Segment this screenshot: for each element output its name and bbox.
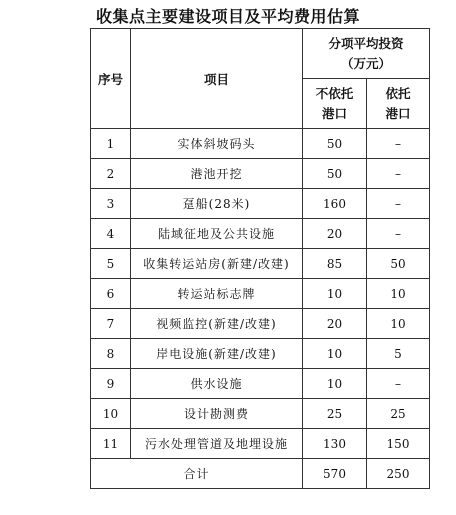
row-item: 收集转运站房(新建/改建)	[131, 249, 303, 279]
header-port-line2: 港口	[385, 105, 411, 121]
row-item: 视频监控(新建/改建)	[131, 309, 303, 339]
table-row	[91, 189, 430, 219]
header-non-port-line2: 港口	[321, 105, 347, 121]
header-non-port-line1: 不依托	[315, 85, 354, 101]
row-port: 10	[367, 279, 430, 309]
row-non-port: 10	[303, 339, 367, 369]
row-non-port: 50	[303, 129, 367, 159]
row-non-port: 25	[303, 399, 367, 429]
row-port: 10	[367, 309, 430, 339]
row-no: 6	[91, 279, 131, 309]
row-no: 7	[91, 309, 131, 339]
header-item: 项目	[131, 29, 303, 129]
header-investment	[303, 29, 430, 79]
total-row	[91, 459, 430, 489]
row-port: –	[367, 129, 430, 159]
header-investment-line1: 分项平均投资	[328, 35, 404, 51]
row-non-port: 20	[303, 309, 367, 339]
table-row	[91, 249, 430, 279]
table-row	[91, 129, 430, 159]
row-port: 5	[367, 339, 430, 369]
table-row	[91, 339, 430, 369]
row-no: 1	[91, 129, 131, 159]
row-no: 9	[91, 369, 131, 399]
row-no: 2	[91, 159, 131, 189]
table-row	[91, 309, 430, 339]
row-port: 25	[367, 399, 430, 429]
row-non-port: 130	[303, 429, 367, 459]
row-item: 污水处理管道及地埋设施	[131, 429, 303, 459]
row-port: –	[367, 189, 430, 219]
row-item: 陆域征地及公共设施	[131, 219, 303, 249]
row-non-port: 50	[303, 159, 367, 189]
row-no: 4	[91, 219, 131, 249]
table-row	[91, 159, 430, 189]
row-port: –	[367, 159, 430, 189]
row-item: 设计勘测费	[131, 399, 303, 429]
table-title: 收集点主要建设项目及平均费用估算	[95, 7, 360, 26]
table-row	[91, 279, 430, 309]
header-port	[367, 79, 430, 129]
header-port-line1: 依托	[385, 85, 411, 101]
row-non-port: 10	[303, 369, 367, 399]
row-no: 8	[91, 339, 131, 369]
table-row	[91, 399, 430, 429]
row-non-port: 85	[303, 249, 367, 279]
row-non-port: 20	[303, 219, 367, 249]
row-non-port: 160	[303, 189, 367, 219]
row-port: 50	[367, 249, 430, 279]
row-item: 岸电设施(新建/改建)	[131, 339, 303, 369]
row-port: 150	[367, 429, 430, 459]
table-row	[91, 429, 430, 459]
row-port: –	[367, 369, 430, 399]
row-item: 转运站标志牌	[131, 279, 303, 309]
row-item: 趸船(28米)	[131, 189, 303, 219]
row-port: –	[367, 219, 430, 249]
header-no: 序号	[91, 29, 131, 129]
header-investment-line2: （万元）	[340, 55, 391, 71]
row-item: 港池开挖	[131, 159, 303, 189]
row-no: 3	[91, 189, 131, 219]
total-label: 合计	[91, 459, 303, 489]
total-port: 250	[367, 459, 430, 489]
row-no: 5	[91, 249, 131, 279]
row-item: 实体斜坡码头	[131, 129, 303, 159]
table-row	[91, 369, 430, 399]
row-item: 供水设施	[131, 369, 303, 399]
row-no: 11	[91, 429, 131, 459]
row-no: 10	[91, 399, 131, 429]
total-non-port: 570	[303, 459, 367, 489]
table-row	[91, 219, 430, 249]
header-non-port	[303, 79, 367, 129]
cost-table	[90, 28, 430, 489]
row-non-port: 10	[303, 279, 367, 309]
